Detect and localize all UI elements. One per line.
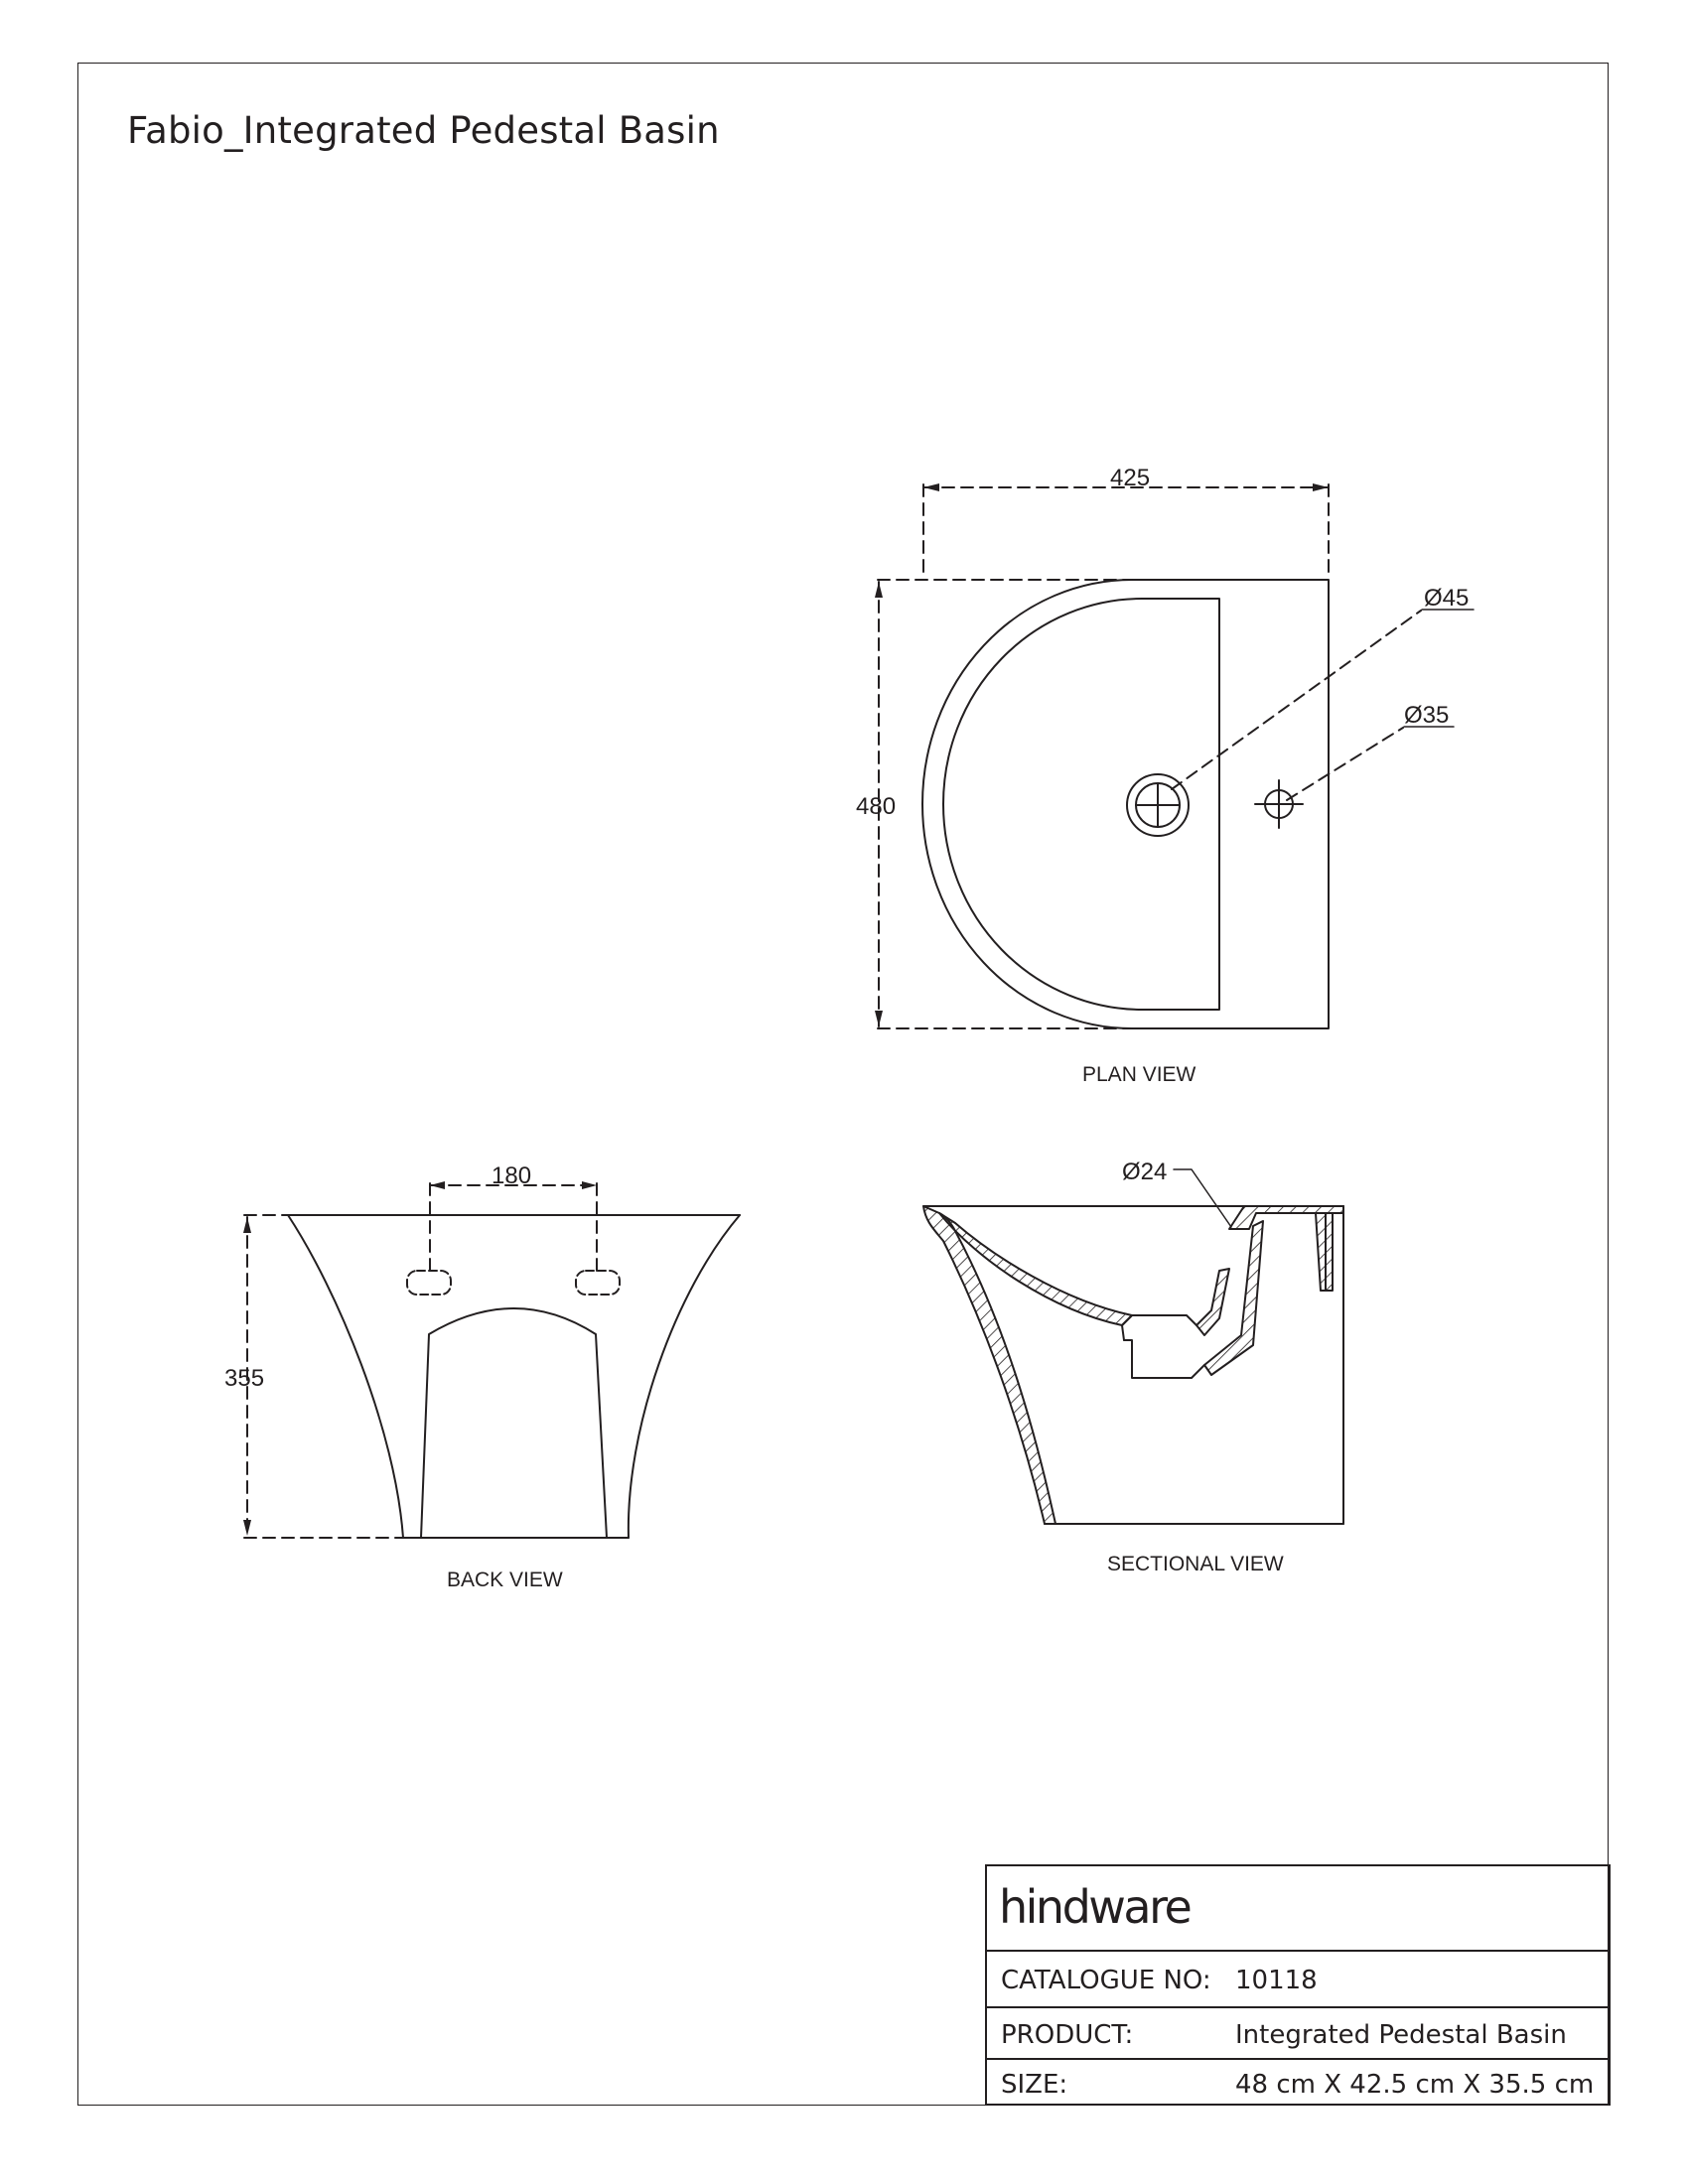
back-view-caption: BACK VIEW bbox=[447, 1569, 563, 1591]
title-block-row bbox=[987, 2006, 1609, 2060]
brand-logo: hindware bbox=[999, 1880, 1191, 1934]
plan-width-label: 425 bbox=[1110, 465, 1151, 491]
sectional-view bbox=[923, 1159, 1343, 1575]
back-spacing-label: 180 bbox=[492, 1162, 532, 1189]
title-block-row bbox=[987, 1950, 1609, 2008]
size-label: SIZE: bbox=[1001, 2070, 1068, 2100]
catalogue-value: 10118 bbox=[1235, 1966, 1318, 1995]
plan-depth-label: 480 bbox=[856, 793, 897, 820]
page-title: Fabio_Integrated Pedestal Basin bbox=[127, 109, 720, 152]
fixing-slot-icon bbox=[407, 1271, 620, 1295]
overflow-diameter-label: Ø24 bbox=[1122, 1159, 1168, 1185]
product-label: PRODUCT: bbox=[1001, 2020, 1134, 2050]
catalogue-label: CATALOGUE NO: bbox=[1001, 1966, 1211, 1995]
size-value: 48 cm X 42.5 cm X 35.5 cm bbox=[1235, 2070, 1595, 2100]
back-spacing-dimension bbox=[430, 1183, 597, 1273]
back-height-dimension bbox=[244, 1215, 403, 1538]
plan-view-caption: PLAN VIEW bbox=[1082, 1063, 1196, 1086]
plan-depth-dimension bbox=[878, 580, 1132, 1028]
plan-leaders bbox=[1172, 611, 1421, 800]
tap-hole-diameter-label: Ø35 bbox=[1404, 702, 1450, 729]
plan-view bbox=[856, 465, 1474, 1086]
section-waste-outlet bbox=[1122, 1315, 1204, 1378]
section-overflow-channel bbox=[1196, 1269, 1229, 1335]
back-view bbox=[224, 1162, 740, 1591]
waste-diameter-label: Ø45 bbox=[1424, 585, 1470, 612]
product-value: Integrated Pedestal Basin bbox=[1235, 2020, 1567, 2050]
sectional-view-caption: SECTIONAL VIEW bbox=[1107, 1553, 1284, 1575]
back-height-label: 355 bbox=[224, 1365, 265, 1392]
tap-hole-icon bbox=[1255, 780, 1303, 828]
title-block-row bbox=[987, 2058, 1609, 2108]
back-body-outline bbox=[288, 1215, 740, 1538]
title-block bbox=[985, 1864, 1611, 2106]
plan-width-dimension bbox=[923, 484, 1329, 579]
